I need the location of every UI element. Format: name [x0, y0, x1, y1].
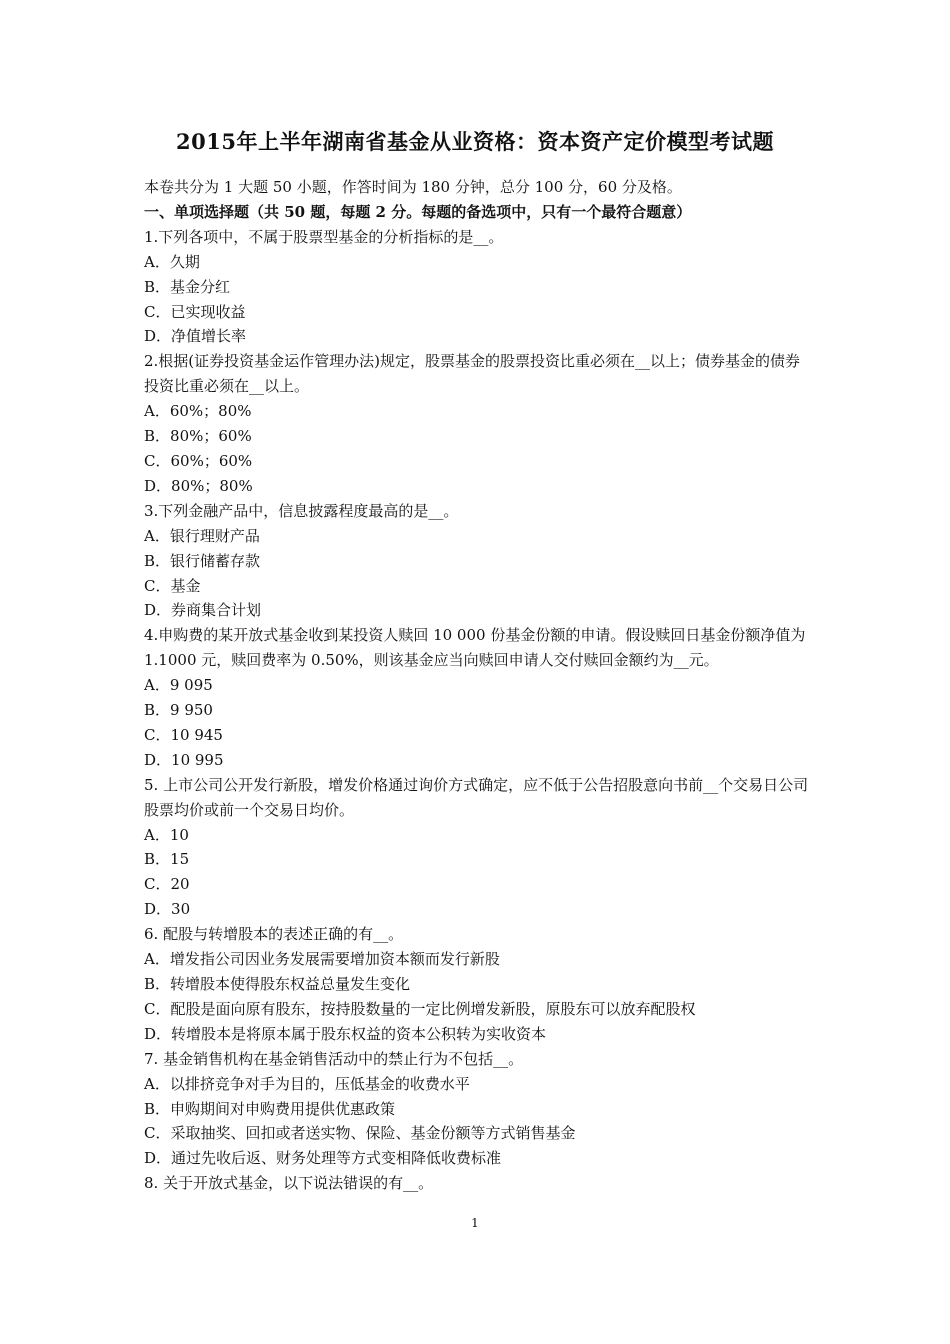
option-c: C．20 [144, 875, 190, 894]
option-b: B．基金分红 [144, 277, 231, 296]
option-d: D．通过先收后返、财务处理等方式变相降低收费标准 [144, 1149, 502, 1168]
option-c: C．已实现收益 [144, 302, 246, 321]
question-stem: 6. 配股与转增股本的表述正确的有__。 [144, 925, 404, 944]
option-d: D．10 995 [144, 750, 224, 769]
option-a: A．银行理财产品 [144, 526, 260, 545]
option-d: D．净值增长率 [144, 327, 247, 346]
option-b: B．80%；60% [144, 427, 252, 446]
option-b: B．15 [144, 850, 190, 869]
question-5 [144, 773, 814, 922]
option-d: D．80%；80% [144, 476, 253, 495]
option-c: C．10 945 [144, 725, 223, 744]
option-c: C．配股是面向原有股东，按持股数量的一定比例增发新股，原股东可以放弃配股权 [144, 999, 696, 1018]
question-stem: 2.根据(证券投资基金运作管理办法)规定，股票基金的股票投资比重必须在__以上；债券基金的债券投资比重必须在__以上。 [144, 352, 801, 396]
option-b: B．转增股本使得股东权益总量发生变化 [144, 975, 411, 993]
question-stem: 3.下列金融产品中，信息披露程度最高的是__。 [144, 501, 459, 520]
option-d: D．30 [144, 900, 191, 919]
page-number: 1 [471, 1216, 479, 1230]
option-b: B．银行储蓄存款 [144, 551, 261, 570]
question-stem: 4.申购费的某开放式基金收到某投资人赎回 10 000 份基金份额的申请。假设赎回日基金份额净值为 1.1000 元，赎回费率为 0.50%，则该基金应当向赎回申请人交付赎回金额约为__元。 [144, 626, 806, 670]
option-a: A．60%；80% [144, 402, 252, 421]
option-c: C．60%；60% [144, 451, 253, 470]
question-stem: 8. 关于开放式基金，以下说法错误的有__。 [144, 1174, 434, 1193]
question-6 [144, 922, 814, 1047]
question-stem: 7. 基金销售机构在基金销售活动中的禁止行为不包括__。 [144, 1049, 524, 1068]
option-b: B．9 950 [144, 701, 213, 720]
page-title: 2015年上半年湖南省基金从业资格：资本资产定价模型考试题 [176, 129, 774, 154]
question-stem: 5. 上市公司公开发行新股，增发价格通过询价方式确定，应不低于公告招股意向书前__个交易日公司股票均价或前一个交易日均价。 [144, 775, 809, 819]
option-c: C．采取抽奖、回扣或者送实物、保险、基金份额等方式销售基金 [144, 1124, 576, 1143]
question-1 [144, 225, 814, 350]
option-a: A．9 095 [144, 676, 213, 695]
question-7 [144, 1047, 814, 1172]
question-3 [144, 499, 814, 624]
option-b: B．申购期间对申购费用提供优惠政策 [144, 1099, 396, 1118]
option-a: A．10 [144, 825, 189, 844]
option-a: A．久期 [144, 252, 200, 271]
intro-text: 本卷共分为 1 大题 50 小题，作答时间为 180 分钟，总分 100 分，60 分及格。 [144, 178, 682, 196]
question-2 [144, 349, 814, 498]
option-c: C．基金 [144, 576, 201, 595]
question-8 [144, 1171, 814, 1196]
section-heading: 一、单项选择题（共 50 题，每题 2 分。每题的备选项中，只有一个最符合题意） [144, 202, 692, 221]
question-4 [144, 623, 814, 772]
question-stem: 1.下列各项中，不属于股票型基金的分析指标的是__。 [144, 227, 504, 246]
option-a: A．以排挤竞争对手为目的，压低基金的收费水平 [144, 1074, 470, 1093]
document-body [144, 175, 814, 1196]
option-d: D．转增股本是将原本属于股东权益的资本公积转为实收资本 [144, 1024, 547, 1043]
option-a: A．增发指公司因业务发展需要增加资本额而发行新股 [144, 950, 500, 969]
option-d: D．券商集合计划 [144, 601, 262, 620]
